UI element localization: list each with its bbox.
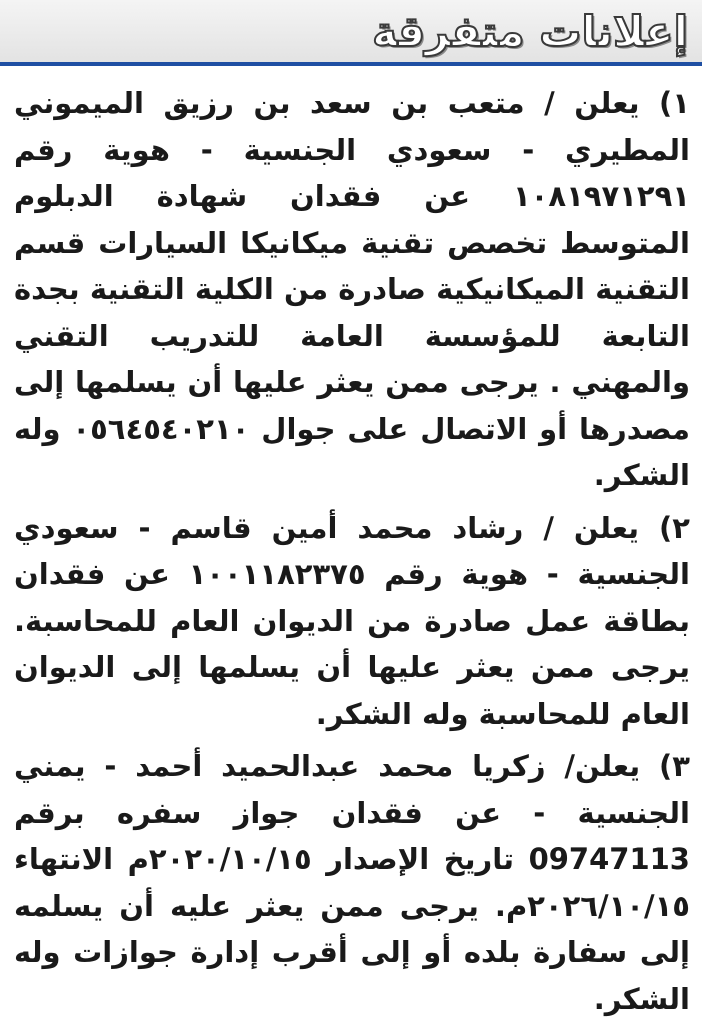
announcement-text: ٣) يعلن/ زكريا محمد عبدالحميد أحمد - يمني الجنسية - عن فقدان جواز سفره برقم 09747113 تاريخ الإصدار ٢٠٢٠/١٠/١٥م الانتهاء ٢٠٢٦/١٠/١٥م. يرجى ممن يعثر عليه أن يسلمه إلى سفارة بلده أو إلى أقرب إدارة جوازات وله الشكر. [14, 749, 690, 1016]
announcement-item [14, 505, 690, 738]
page-header [0, 0, 702, 66]
announcement-text: ١) يعلن / متعب بن سعد بن رزيق الميموني المطيري - سعودي الجنسية - هوية رقم ١٠٨١٩٧١٢٩١ عن فقدان شهادة الدبلوم المتوسط تخصص تقنية ميكانيكا السيارات قسم التقنية الميكانيكية صادرة من الكلية التقنية بجدة التابعة للمؤسسة العامة للتدريب التقني والمهني . يرجى ممن يعثر عليها أن يسلمها إلى مصدرها أو الاتصال على جوال ٠٥٦٤٥٤٠٢١٠ وله الشكر. [14, 86, 690, 492]
section-title: إعلانات متفرقة [372, 7, 688, 56]
announcement-item [14, 743, 690, 1022]
announcement-item [14, 80, 690, 499]
header-divider [0, 62, 702, 66]
announcement-text: ٢) يعلن / رشاد محمد أمين قاسم - سعودي الجنسية - هوية رقم ١٠٠١١٨٢٣٧٥ عن فقدان بطاقة عمل صادرة من الديوان العام للمحاسبة. يرجى ممن يعثر عليها أن يسلمها إلى الديوان العام للمحاسبة وله الشكر. [14, 510, 690, 731]
announcements-list [0, 66, 702, 1022]
